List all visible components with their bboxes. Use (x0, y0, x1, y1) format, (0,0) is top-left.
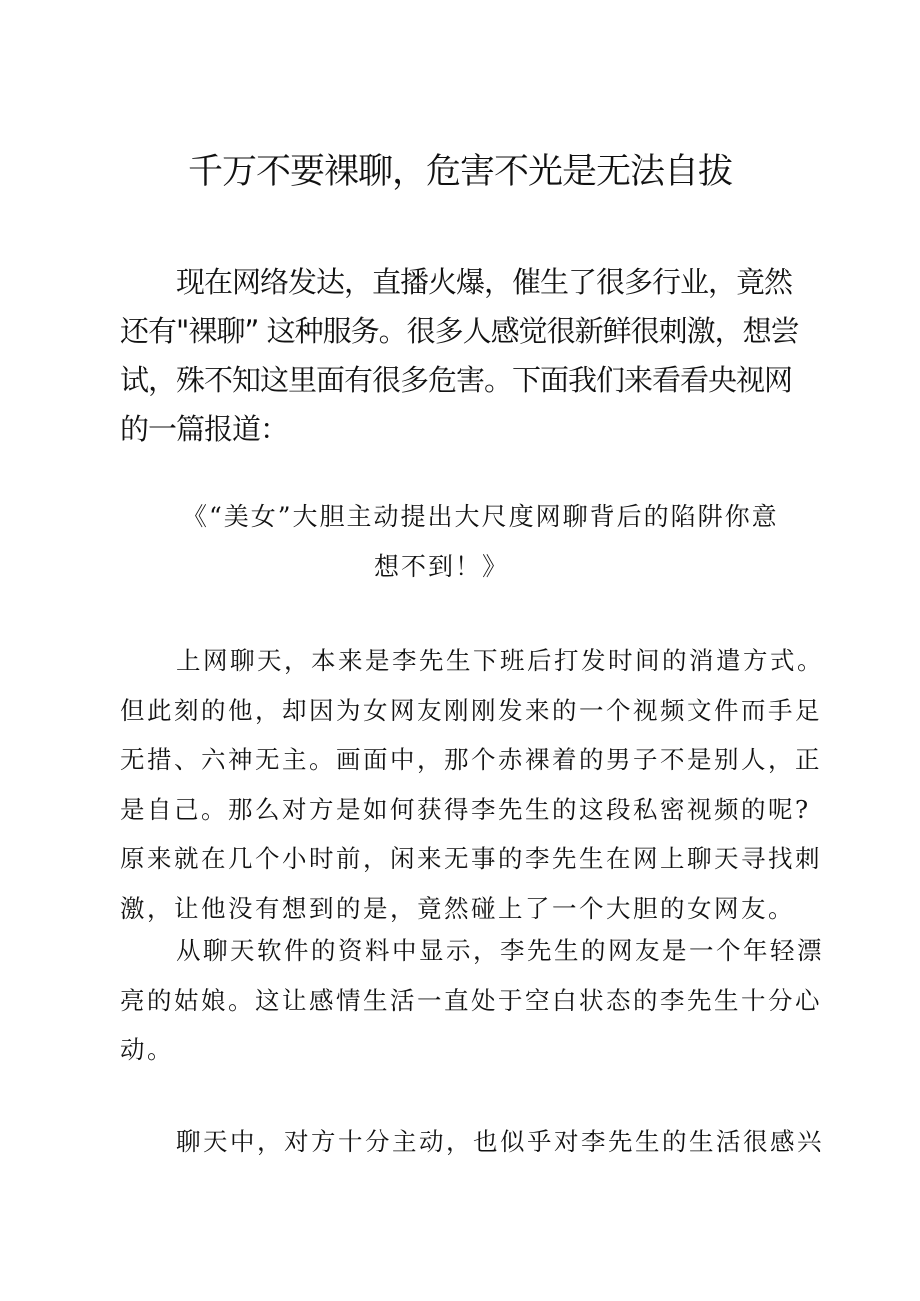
body-paragraph-2 (120, 926, 824, 1075)
body-line: 无措、六神无主。画面中，那个赤裸着的男子不是别人，正 (120, 745, 822, 774)
article-title-line: 《“美女”大胆主动提出大尺度网聊背后的陷阱你意 (182, 502, 779, 531)
intro-paragraph (120, 258, 810, 454)
intro-line: 现在网络发达，直播火爆，催生了很多行业，竟然 (176, 265, 793, 299)
body-paragraph-1 (120, 636, 824, 933)
body-line: 聊天中，对方十分主动，也似乎对李先生的生活很感兴 (176, 1127, 824, 1156)
body-line: 是自己。那么对方是如何获得李先生的这段私密视频的呢? (120, 794, 811, 824)
article-title-line: 想不到！》 (374, 552, 510, 581)
body-line: 上网聊天，本来是李先生下班后打发时间的消遣方式。 (176, 646, 824, 675)
intro-line: 的一篇报道： (120, 412, 289, 446)
document-title: 千万不要裸聊，危害不光是无法自拔 (187, 152, 732, 192)
body-line: 但此刻的他，却因为女网友刚刚发来的一个视频文件而手足 (120, 695, 822, 725)
intro-line: 还有"裸聊” 这种服务。很多人感觉很新鲜很刺激，想尝 (120, 314, 799, 348)
body-line: 原来就在几个小时前，闲来无事的李先生在网上聊天寻找刺 (120, 844, 822, 873)
body-line: 动。 (120, 1035, 174, 1064)
body-paragraph-3 (120, 1117, 824, 1167)
article-title (120, 492, 810, 592)
intro-line: 试，殊不知这里面有很多危害。下面我们来看看央视网 (120, 363, 793, 397)
body-line: 亮的姑娘。这让感情生活一直处于空白状态的李先生十分心 (120, 985, 822, 1015)
body-line: 从聊天软件的资料中显示，李先生的网友是一个年轻漂 (176, 936, 824, 965)
body-line: 激，让他没有想到的是，竟然碰上了一个大胆的女网友。 (120, 893, 795, 923)
